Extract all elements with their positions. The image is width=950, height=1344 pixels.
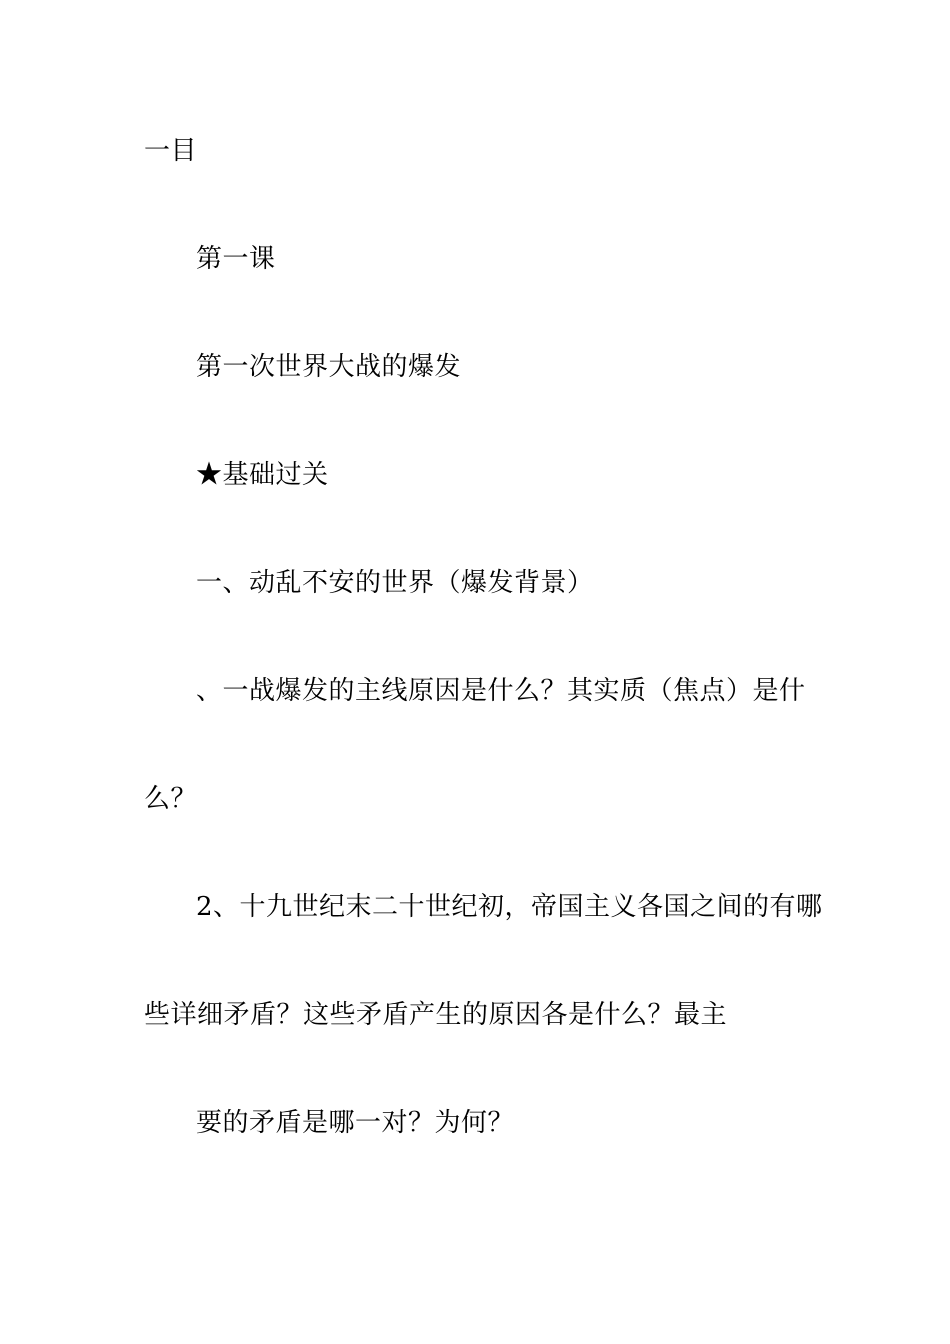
question-1-line-2: 么？	[144, 784, 198, 814]
section-heading: ★基础过关	[196, 460, 329, 490]
subsection-heading: 一、动乱不安的世界（爆发背景）	[196, 568, 594, 598]
question-2-line-2: 些详细矛盾？这些矛盾产生的原因各是什么？最主	[144, 1000, 728, 1030]
question-1-line-1: 、一战爆发的主线原因是什么？其实质（焦点）是什	[196, 676, 806, 706]
question-2-line-1: 2、十九世纪末二十世纪初，帝国主义各国之间的有哪	[196, 892, 823, 922]
lesson-title: 第一次世界大战的爆发	[196, 352, 462, 382]
lesson-number: 第一课	[196, 244, 276, 274]
heading-catalog: 一目	[144, 136, 198, 166]
question-2-line-3: 要的矛盾是哪一对？为何？	[196, 1108, 515, 1138]
